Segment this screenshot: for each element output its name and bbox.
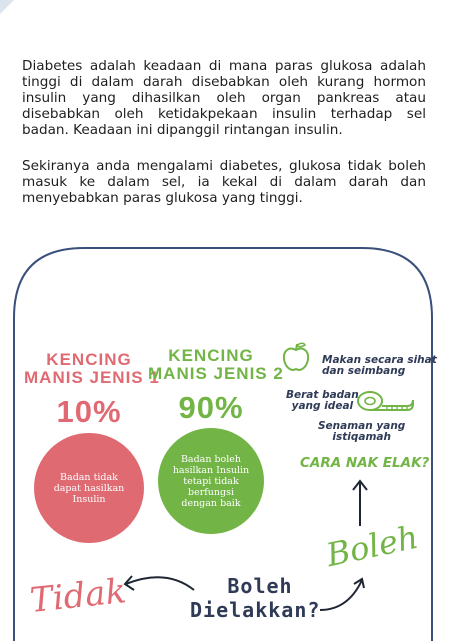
- type1-heading-line2: MANIS JENIS 1: [24, 368, 160, 387]
- tip-healthy-eating: Makan secara sihat dan seimbang: [322, 354, 437, 377]
- tip-ideal-weight: Berat badan yang ideal: [286, 389, 359, 412]
- center-question-line2: Dielakkan?: [190, 598, 321, 622]
- type1-heading-line1: KENCING: [46, 350, 132, 369]
- type2-heading-line2: MANIS JENIS 2: [148, 364, 284, 383]
- type2-percent: 90%: [178, 390, 244, 425]
- type1-bubble-text: Badan tidak dapat hasilkan Insulin: [53, 471, 125, 505]
- type2-bubble-text: Badan boleh hasilkan Insulin tetapi tidak berfungsi dengan baik: [172, 453, 250, 509]
- type1-bubble: [34, 433, 144, 543]
- type2-heading-line1: KENCING: [168, 346, 254, 365]
- left-arrow-icon: [118, 566, 198, 596]
- prevention-question: CARA NAK ELAK?: [300, 455, 430, 471]
- explanation-paragraph: Sekiranya anda mengalami diabetes, glukosa tidak boleh masuk ke dalam sel, ia kekal di dalam darah dan menyebabkan paras glukosa yang tinggi.: [22, 158, 426, 206]
- tip-exercise: Senaman yang istiqamah: [318, 420, 406, 443]
- curved-arrow-icon: [318, 574, 368, 614]
- center-question-line1: Boleh: [227, 574, 293, 598]
- apple-icon: [281, 341, 311, 373]
- yes-label: Boleh: [323, 517, 422, 575]
- no-label: Tidak: [28, 571, 129, 621]
- type2-bubble: [158, 428, 264, 534]
- measuring-tape-icon: [355, 388, 417, 418]
- type1-percent: 10%: [56, 394, 122, 429]
- intro-paragraph: Diabetes adalah keadaan di mana paras glukosa adalah tinggi di dalam darah disebabkan oleh kurang hormon insulin yang dihasilkan oleh organ pankreas atau disebabkan oleh ketidakpekaan insulin terhadap sel badan. Keadaan ini dipanggil rintangan insulin.: [22, 58, 426, 138]
- up-arrow-icon: [350, 478, 370, 528]
